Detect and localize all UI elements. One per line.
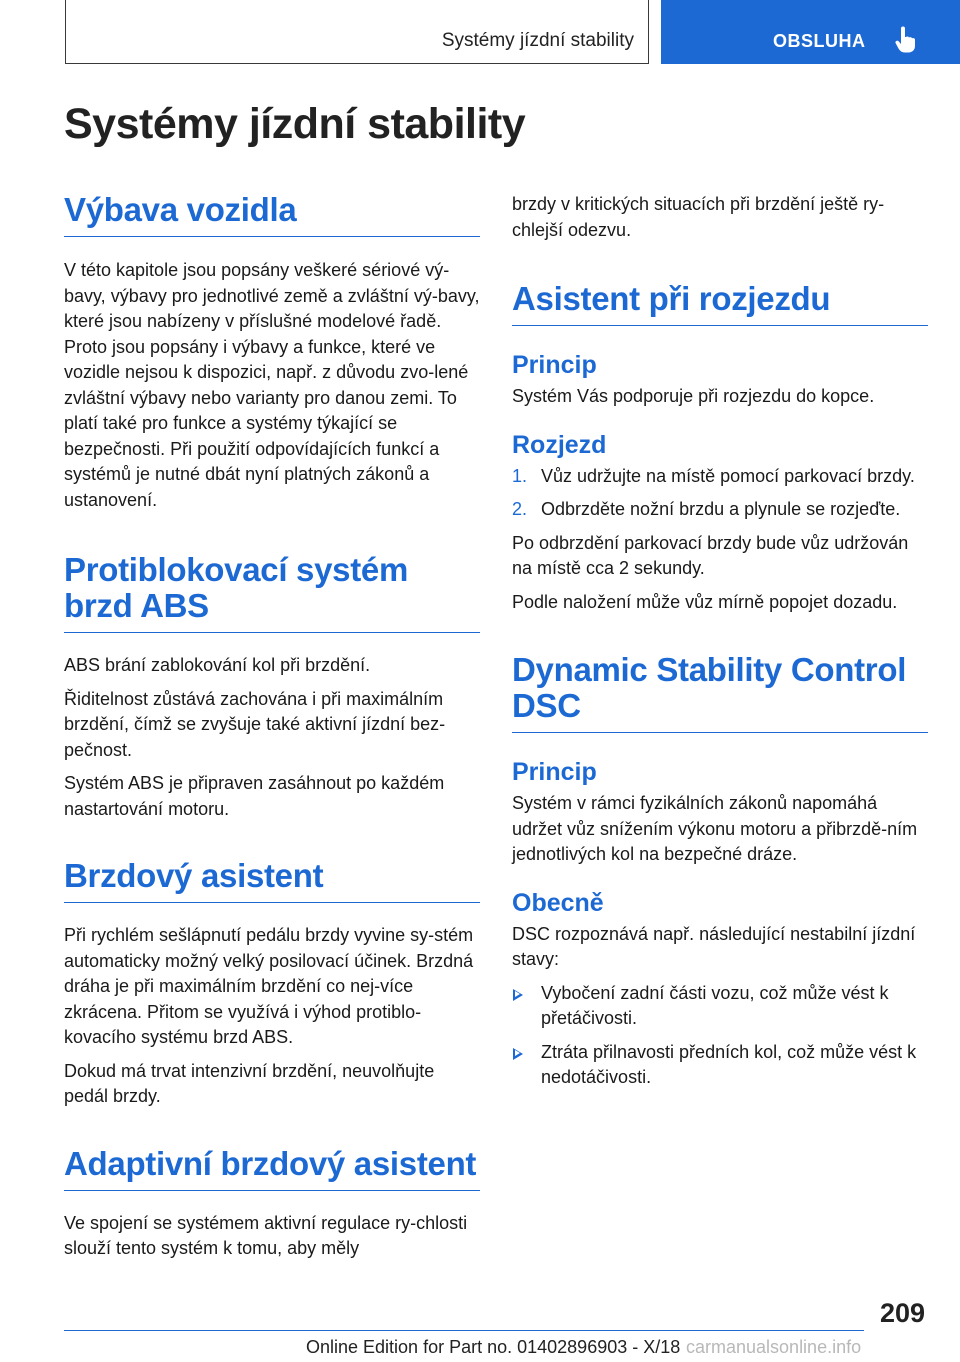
section-adaptivni-brzdovy-asistent (64, 1146, 480, 1262)
bullet-list (512, 981, 928, 1091)
paragraph: Ve spojení se systémem aktivní regulace ry‐chlosti slouží tento systém k tomu, aby měly (64, 1212, 468, 1258)
paragraph: ABS brání zablokování kol při brzdění. (64, 655, 371, 675)
paragraph: DSC rozpoznává např. následující nestabilní jízdní stavy: (512, 923, 916, 969)
pointing-hand-icon (895, 26, 917, 54)
right-column (512, 192, 928, 1091)
section-brzdovy-asistent (64, 858, 480, 1110)
paragraph-continuation: brzdy v kritických situacích při brzdění ještě ry‐chlejší odezvu. (512, 194, 885, 240)
paragraph: Po odbrzdění parkovací brzdy bude vůz udržován na místě cca 2 sekundy. (512, 532, 909, 578)
page-title: Systémy jízdní stability (64, 100, 526, 148)
step-text: Vůz udržujte na místě pomocí parkovací brzdy. (541, 465, 915, 486)
paragraph: Podle naložení může vůz mírně popojet dozadu. (512, 591, 898, 612)
section-asistent-pri-rozjezdu (512, 281, 928, 615)
page-number: 209 (880, 1298, 926, 1328)
paragraph: Systém ABS je připraven zasáhnout po každém nastartování motoru. (64, 773, 445, 819)
paragraph: Při rychlém sešlápnutí pedálu brzdy vyvine sy‐stém automaticky možný velký posilovací účinek. Brzdná dráha je při maximálním brzdění co nej‐více zkrácena. Přitom se využívá i výhod protiblo‐kovacího systému brzd ABS. (64, 925, 474, 1047)
footer-edition-text: Online Edition for Part no. 01402896903 - X/18 (306, 1337, 681, 1357)
subheading-princip: Princip (512, 758, 597, 786)
subheading-princip: Princip (512, 351, 597, 379)
header-tab-label: OBSLUHA (773, 31, 866, 51)
watermark: carmanualsonline.info (686, 1337, 862, 1357)
section-vybava-vozidla (64, 192, 480, 513)
heading-abs: Protiblokovací systém brzd ABS (64, 552, 480, 633)
section-abs (64, 552, 480, 822)
heading-vybava-vozidla: Výbava vozidla (64, 192, 480, 237)
list-item-text: Ztráta přilnavosti předních kol, což může vést k nedotáčivosti. (541, 1041, 917, 1087)
paragraph: Dokud má trvat intenzivní brzdění, neuvolňujte pedál brzdy. (64, 1060, 435, 1106)
header-section-title: Systémy jízdní stability (441, 30, 634, 51)
paragraph: Systém Vás podporuje při rozjezdu do kopce. (512, 386, 875, 406)
heading-dsc: Dynamic Stability Control DSC (512, 652, 928, 733)
section-dsc (512, 652, 928, 1091)
list-item (512, 981, 928, 1032)
step-number: 2. (512, 499, 528, 519)
left-column (64, 192, 480, 1262)
steps-list (512, 464, 928, 523)
heading-brzdovy-asistent: Brzdový asistent (64, 858, 480, 903)
paragraph: Řiditelnost zůstává zachována i při maximálním brzdění, čímž se zvyšuje také aktivní jízdní bez‐pečnost. (64, 688, 446, 760)
subheading-rozjezd: Rozjezd (512, 430, 607, 459)
paragraph: V této kapitole jsou popsány veškeré sériové vý‐bavy, výbavy pro jednotlivé země a zvláštní vý‐bavy, které jsou nabízeny v příslušné modelové řadě. Proto jsou popsány i výbavy a funkce, které ve vozidle nejsou k dispozici, např. z důvodu zvo‐lené zvláštní výbavy nebo varianty pro danou zemi. To platí také pro funkce a systémy týkající se bezpečnosti. Při použití odpovídajících funkcí a systémů je nutné dbát nyní platných zákonů a ustanovení. (64, 260, 480, 510)
footer-divider (64, 1330, 864, 1331)
subheading-obecne: Obecně (512, 888, 604, 917)
step-number: 1. (512, 465, 528, 486)
header-tab-obsluha (661, 0, 960, 64)
list-item (512, 497, 928, 523)
header-section-box (65, 0, 649, 64)
triangle-bullet-icon (513, 1048, 523, 1060)
list-item (512, 464, 928, 490)
heading-asistent-pri-rozjezdu: Asistent při rozjezdu (512, 281, 928, 326)
list-item (512, 1040, 928, 1091)
step-text: Odbrzděte nožní brzdu a plynule se rozjeďte. (541, 499, 901, 519)
paragraph: Systém v rámci fyzikálních zákonů napomáhá udržet vůz snížením výkonu motoru a přibrzdě‐ním jednotlivých kol na bezpečné dráze. (512, 793, 918, 864)
list-item-text: Vybočení zadní části vozu, což může vést k přetáčivosti. (541, 982, 889, 1028)
heading-adaptivni-brzdovy-asistent: Adaptivní brzdový asistent (64, 1146, 480, 1191)
triangle-bullet-icon (513, 989, 523, 1001)
